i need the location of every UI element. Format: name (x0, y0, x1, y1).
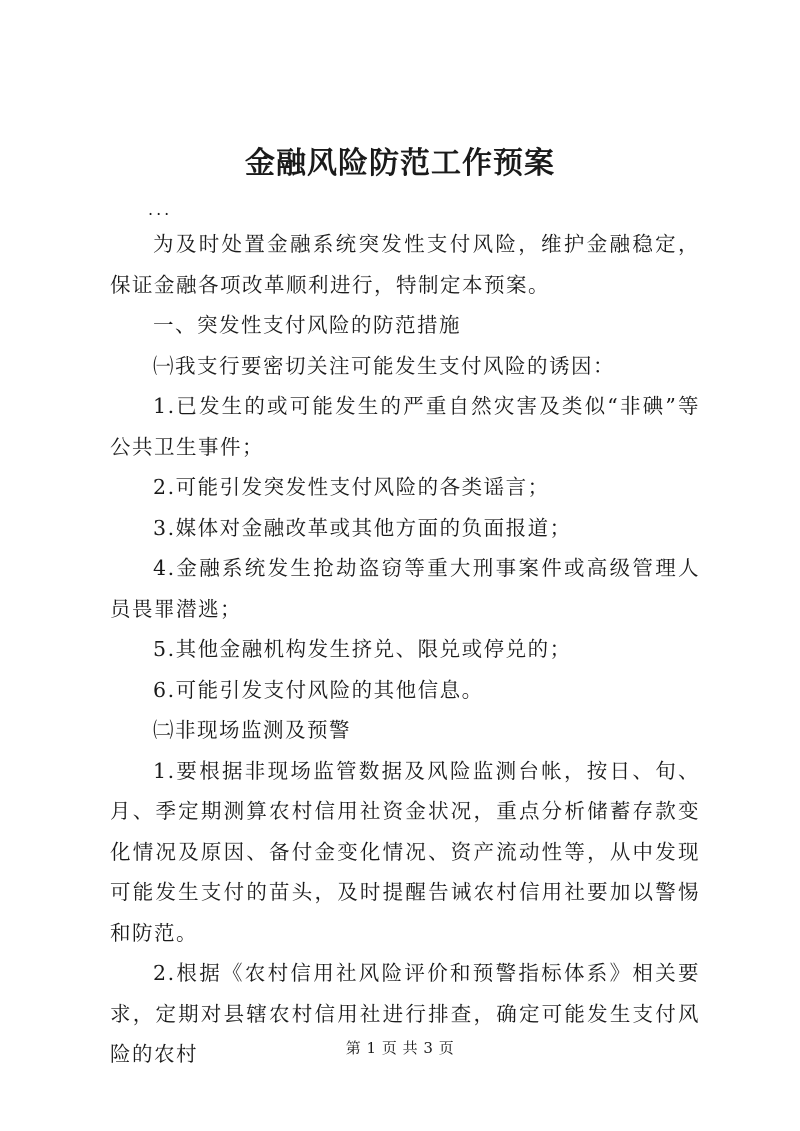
subsection-heading-2: ㈡非现场监测及预警 (153, 718, 352, 742)
page-footer: 第 1 页 共 3 页 (345, 1039, 455, 1057)
list-item-4: 4.金融系统发生抢劫盗窃等重大刑事案件或高级管理人员畏罪潜逃； (110, 556, 700, 621)
subsection-heading-1: ㈠我支行要密切关注可能发生支付风险的诱因： (153, 353, 616, 378)
list-item-2: 2.可能引发突发性支付风险的各类谣言； (153, 475, 550, 499)
section-heading-1: 一、突发性支付风险的防范措施 (153, 313, 462, 337)
ellipsis-marker: ... (148, 200, 173, 219)
document-title: 金融风险防范工作预案 (245, 146, 555, 181)
list-item-5: 5.其他金融机构发生挤兑、限兑或停兑的； (153, 637, 572, 661)
monitoring-item-1: 1.要根据非现场监管数据及风险监测台帐，按日、旬、月、季定期测算农村信用社资金状况，重点分析储蓄存款变化情况及原因、备付金变化情况、资产流动性等，从中发现可能发生支付的苗头，及时提醒告诫农村信用社要加以警惕和防范。 (110, 758, 700, 945)
list-item-6: 6.可能引发支付风险的其他信息。 (153, 677, 484, 702)
list-item-1: 1.已发生的或可能发生的严重自然灾害及类似“非碘”等公共卫生事件； (110, 394, 700, 459)
intro-paragraph: 为及时处置金融系统突发性支付风险，维护金融稳定，保证金融各项改革顺利进行，特制定本预案。 (110, 232, 700, 297)
document-body (110, 224, 700, 1075)
list-item-3: 3.媒体对金融改革或其他方面的负面报道； (153, 515, 572, 540)
monitoring-item-2: 2.根据《农村信用社风险评价和预警指标体系》相关要求，定期对县辖农村信用社进行排查，确定可能发生支付风险的农村 (110, 961, 700, 1066)
